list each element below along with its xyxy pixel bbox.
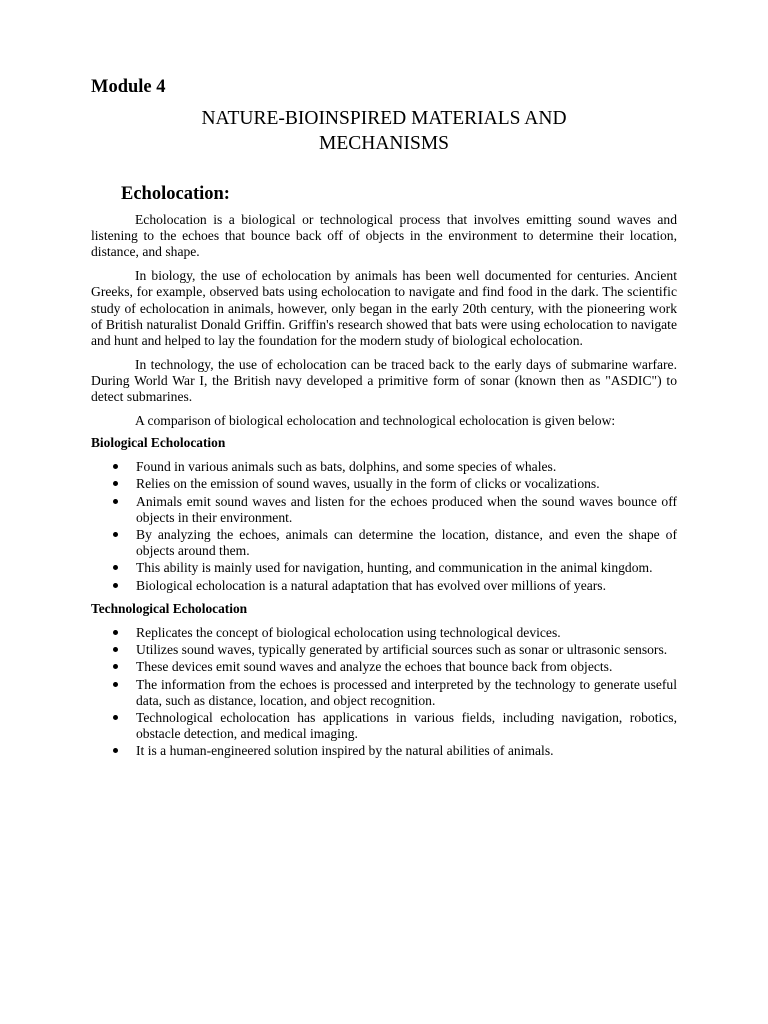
comparison-paragraph: A comparison of biological echolocation and technological echolocation is given below: bbox=[135, 412, 616, 428]
list-item-text: The information from the echoes is processed and interpreted by the technology to generate useful data, such as distance, location, and object recognition. bbox=[136, 676, 677, 708]
title-line-1: NATURE-BIOINSPIRED MATERIALS AND bbox=[201, 108, 567, 129]
list-item-text: It is a human-engineered solution inspired by the natural abilities of animals. bbox=[136, 743, 554, 759]
biological-echolocation-list bbox=[91, 459, 677, 594]
body-content bbox=[91, 212, 677, 768]
bullet-icon bbox=[113, 481, 118, 486]
list-item-text: Found in various animals such as bats, dolphins, and some species of whales. bbox=[136, 459, 557, 475]
list-item-text: Relies on the emission of sound waves, usually in the form of clicks or vocalizations. bbox=[136, 476, 600, 492]
biological-echolocation-heading: Biological Echolocation bbox=[91, 434, 226, 450]
technology-paragraph: In technology, the use of echolocation can be traced back to the early days of submarine warfare. During World War I, the British navy developed a primitive form of sonar (known then as "ASDIC") to detect submarines. bbox=[91, 356, 677, 405]
module-label: Module 4 bbox=[91, 77, 166, 97]
bullet-icon bbox=[113, 583, 118, 588]
list-item bbox=[91, 677, 677, 709]
bullet-icon bbox=[113, 464, 118, 469]
bullet-icon bbox=[113, 630, 118, 635]
bullet-icon bbox=[113, 532, 118, 537]
list-item-text: Utilizes sound waves, typically generated by artificial sources such as sonar or ultrasonic sensors. bbox=[136, 642, 668, 658]
technological-echolocation-heading: Technological Echolocation bbox=[91, 600, 248, 616]
list-item bbox=[91, 459, 677, 475]
list-item-text: Biological echolocation is a natural adaptation that has evolved over millions of years. bbox=[136, 577, 606, 593]
title-line-2: MECHANISMS bbox=[318, 133, 450, 154]
list-item bbox=[91, 642, 677, 658]
list-item-text: Replicates the concept of biological echolocation using technological devices. bbox=[136, 624, 561, 640]
list-item-text: These devices emit sound waves and analyze the echoes that bounce back from objects. bbox=[136, 659, 613, 675]
bullet-icon bbox=[113, 647, 118, 652]
list-item-text: This ability is mainly used for navigation, hunting, and communication in the animal kingdom. bbox=[136, 560, 653, 576]
bullet-icon bbox=[113, 664, 118, 669]
list-item bbox=[91, 625, 677, 641]
list-item bbox=[91, 560, 677, 576]
list-item-text: Technological echolocation has applications in various fields, including navigation, robotics, obstacle detection, and medical imaging. bbox=[136, 709, 677, 742]
technological-echolocation-list bbox=[91, 625, 677, 760]
bullet-icon bbox=[113, 715, 118, 720]
list-item-text: Animals emit sound waves and listen for the echoes produced when the sound waves bounce off objects in their environment. bbox=[136, 493, 677, 525]
bullet-icon bbox=[113, 565, 118, 570]
bullet-icon bbox=[113, 499, 118, 504]
list-item bbox=[91, 494, 677, 526]
bullet-icon bbox=[113, 682, 118, 687]
biology-paragraph: In biology, the use of echolocation by animals has been well documented for centuries. Ancient Greeks, for example, observed bats using echolocation to navigate and find food in the dark. The scientific study of echolocation in animals, however, only began in the early 20th century, with the pioneering work of British naturalist Donald Griffin. Griffin's research showed that bats were using echolocation to navigate and hunt and helped to lay the foundation for the modern study of biological echolocation. bbox=[91, 268, 677, 348]
list-item bbox=[91, 476, 677, 492]
list-item bbox=[91, 659, 677, 675]
list-item-text: By analyzing the echoes, animals can determine the location, distance, and even the shape of objects around them. bbox=[136, 526, 677, 559]
list-item bbox=[91, 527, 677, 559]
section-heading-echolocation: Echolocation: bbox=[121, 184, 230, 204]
page-title bbox=[91, 106, 677, 156]
intro-paragraph: Echolocation is a biological or technological process that involves emitting sound waves and listening to the echoes that bounce back off of objects in the environment to determine their location, distance, and shape. bbox=[91, 212, 677, 260]
bullet-icon bbox=[113, 748, 118, 753]
list-item bbox=[91, 578, 677, 594]
list-item bbox=[91, 743, 677, 759]
list-item bbox=[91, 710, 677, 742]
